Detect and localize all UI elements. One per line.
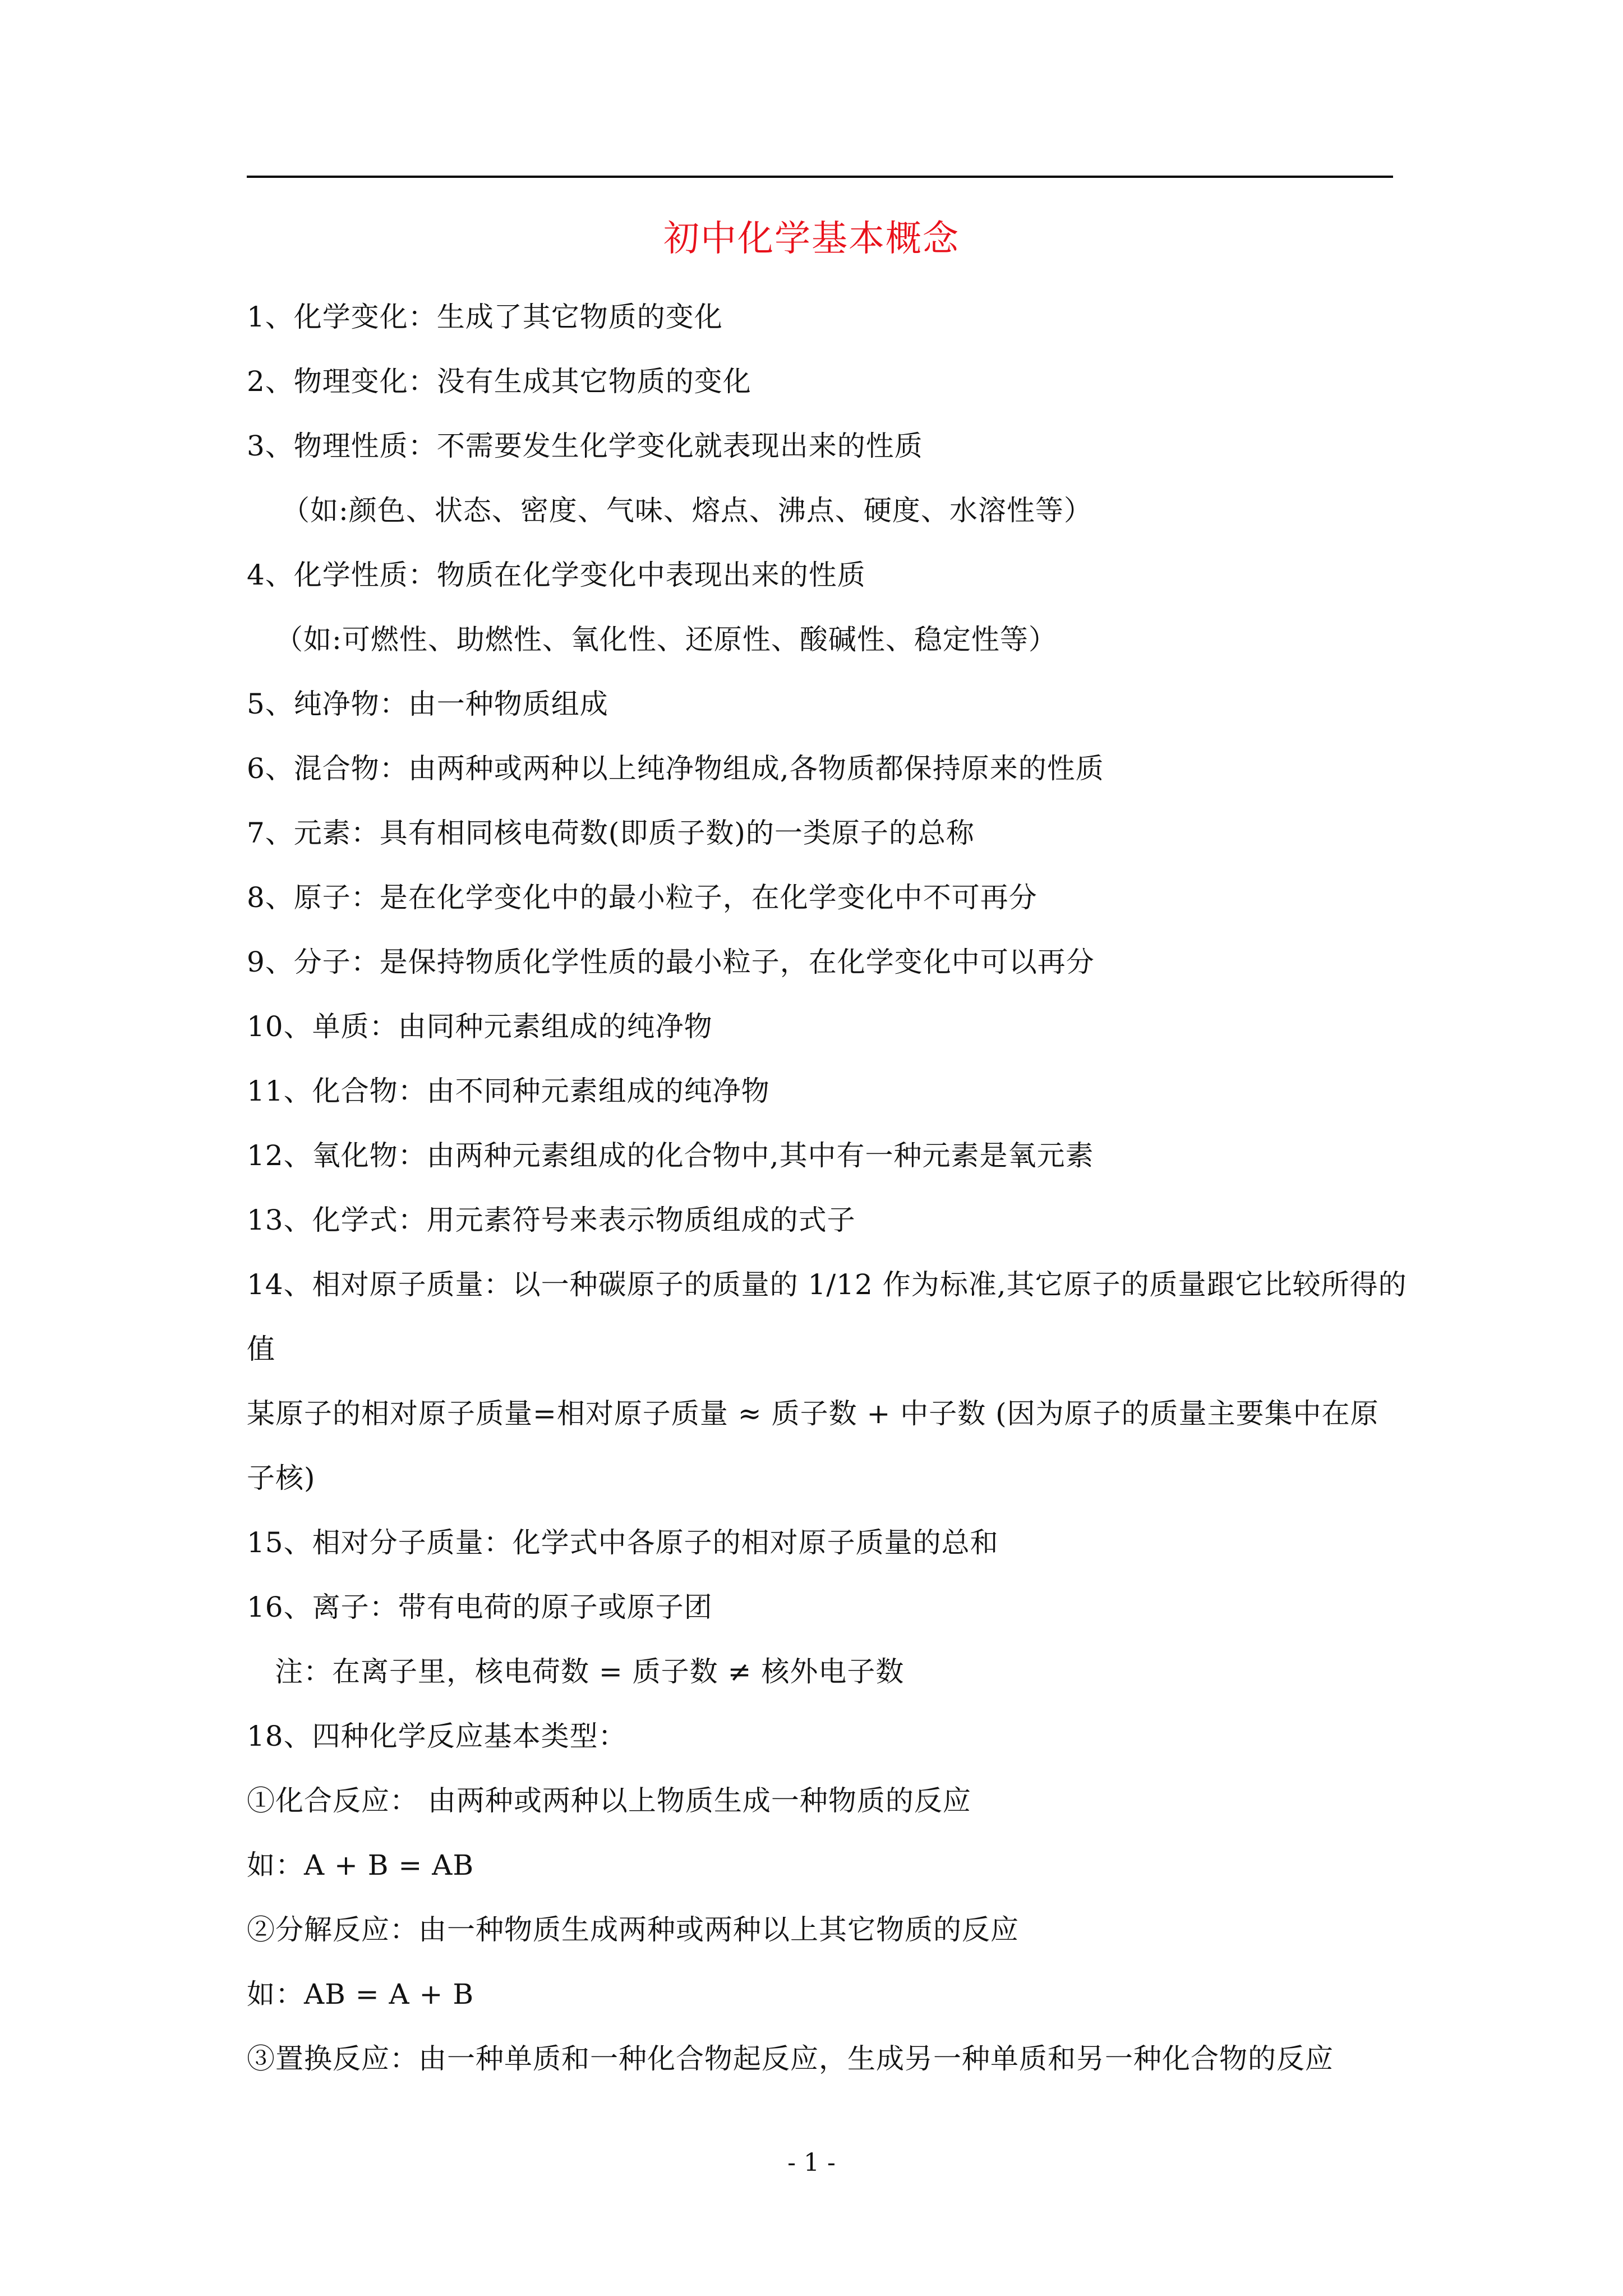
text-line: （如:颜色、状态、密度、气味、熔点、沸点、硬度、水溶性等）	[282, 494, 1092, 527]
text-line: 14、相对原子质量：以一种碳原子的质量的 1/12 作为标准,其它原子的质量跟它比较所得的	[247, 1268, 1407, 1301]
header-rule	[247, 176, 1393, 178]
text-line: 4、化学性质：物质在化学变化中表现出来的性质	[247, 559, 866, 591]
text-line: 10、单质：由同种元素组成的纯净物	[247, 1010, 713, 1043]
text-line: 18、四种化学反应基本类型：	[247, 1720, 627, 1752]
text-line: 1、化学变化：生成了其它物质的变化	[247, 301, 723, 333]
text-line: 7、元素：具有相同核电荷数(即质子数)的一类原子的总称	[247, 817, 975, 849]
text-line: 16、离子：带有电荷的原子或原子团	[247, 1591, 713, 1623]
text-line: ①化合反应： 由两种或两种以上物质生成一种物质的反应	[247, 1784, 971, 1817]
text-line: （如:可燃性、助燃性、氧化性、还原性、酸碱性、稳定性等）	[275, 623, 1057, 656]
text-line: 9、分子：是保持物质化学性质的最小粒子，在化学变化中可以再分	[247, 946, 1095, 978]
text-line: 某原子的相对原子质量=相对原子质量 ≈ 质子数 + 中子数 (因为原子的质量主要集中在原	[247, 1397, 1379, 1430]
text-line: 子核)	[247, 1462, 316, 1494]
document-title: 初中化学基本概念	[663, 218, 960, 260]
text-line: 8、原子：是在化学变化中的最小粒子，在化学变化中不可再分	[247, 881, 1038, 914]
text-line: 6、混合物：由两种或两种以上纯净物组成,各物质都保持原来的性质	[247, 752, 1104, 785]
page-number: - 1 -	[787, 2148, 836, 2177]
text-line: 5、纯净物：由一种物质组成	[247, 688, 608, 720]
text-line: 13、化学式：用元素符号来表示物质组成的式子	[247, 1204, 856, 1236]
text-line: 如：AB = A + B	[247, 1978, 474, 2010]
text-line: 如：A + B = AB	[247, 1849, 474, 1881]
text-line: 11、化合物：由不同种元素组成的纯净物	[247, 1075, 770, 1107]
text-line: 2、物理变化：没有生成其它物质的变化	[247, 365, 751, 398]
text-line: 值	[247, 1333, 275, 1365]
text-line: 注：在离子里，核电荷数 = 质子数 ≠ 核外电子数	[275, 1655, 905, 1688]
text-line: 15、相对分子质量：化学式中各原子的相对原子质量的总和	[247, 1526, 999, 1559]
text-line: ②分解反应：由一种物质生成两种或两种以上其它物质的反应	[247, 1913, 1019, 1946]
text-line: 3、物理性质：不需要发生化学变化就表现出来的性质	[247, 430, 923, 462]
document-body	[247, 289, 1413, 2095]
text-line: 12、氧化物：由两种元素组成的化合物中,其中有一种元素是氧元素	[247, 1139, 1094, 1172]
text-line: ③置换反应：由一种单质和一种化合物起反应，生成另一种单质和另一种化合物的反应	[247, 2042, 1334, 2075]
